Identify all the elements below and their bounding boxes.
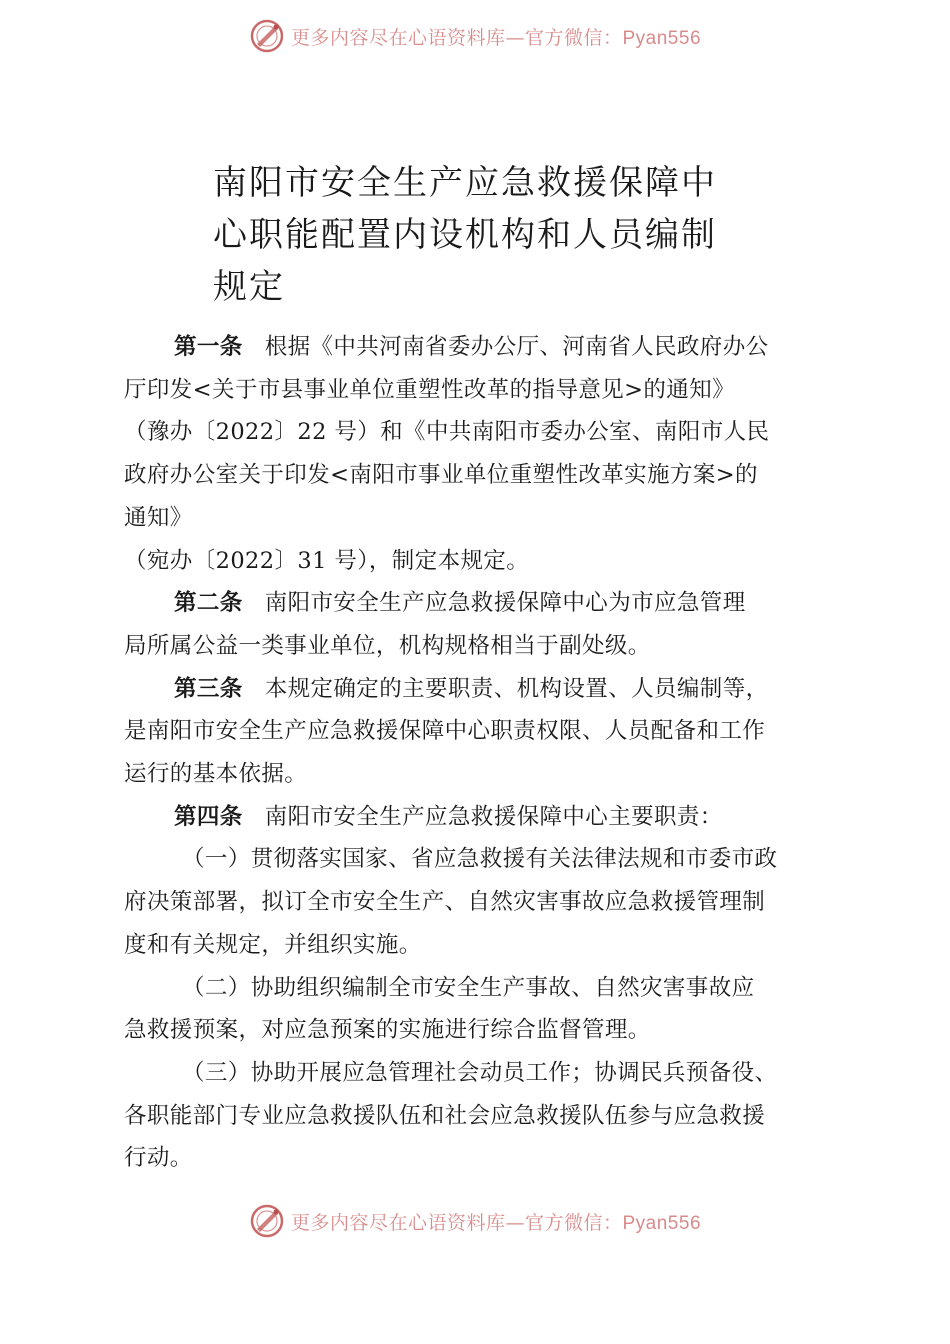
watermark-site: 更多内容尽在心语资料库 (290, 26, 506, 49)
duty-2-line: 急救援预案，对应急预案的实施进行综合监督管理。 (124, 1017, 651, 1044)
duty-1-line: 度和有关规定，并组织实施。 (124, 931, 422, 958)
watermark-separator: — (505, 26, 525, 49)
article-3-heading: 第三条 (174, 675, 243, 702)
watermark-wechat-label: 官方微信： (524, 26, 623, 49)
article-4-line: 第四条 南阳市安全生产应急救援保障中心主要职责： (174, 803, 723, 830)
article-2-line: 局所属公益一类事业单位，机构规格相当于副处级。 (124, 632, 651, 659)
article-3-line: 第三条 本规定确定的主要职责、机构设置、人员编制等， (174, 675, 769, 702)
article-2-line: 第二条 南阳市安全生产应急救援保障中心为市应急管理 (174, 590, 746, 617)
watermark-site: 更多内容尽在心语资料库 (290, 1211, 506, 1234)
seal-logo-icon (249, 18, 285, 54)
watermark-header (0, 16, 950, 56)
title-line: 规定 (213, 267, 285, 307)
document-body (124, 326, 840, 1180)
duty-3-line: 各职能部门专业应急救援队伍和社会应急救援队伍参与应急救援 (124, 1102, 766, 1129)
duty-1-line: 府决策部署，拟订全市安全生产、自然灾害事故应急救援管理制 (124, 889, 766, 916)
article-1-line: 政府办公室关于印发<南阳市事业单位重塑性改革实施方案>的 (124, 462, 758, 489)
document-title (213, 157, 733, 313)
watermark-wechat-id: Pyan556 (622, 27, 702, 49)
article-3-line: 是南阳市安全生产应急救援保障中心职责权限、人员配备和工作 (124, 718, 766, 745)
duty-2-line: （二）协助组织编制全市安全生产事故、自然灾害事故应 (182, 974, 755, 1001)
duty-3-line: 行动。 (124, 1145, 193, 1172)
article-4-heading: 第四条 (174, 803, 243, 830)
article-1-line: （豫办〔2022〕22 号）和《中共南阳市委办公室、南阳市人民 (124, 419, 770, 446)
duty-1-line: （一）贯彻落实国家、省应急救援有关法律法规和市委市政 (182, 846, 778, 873)
article-1-line: 厅印发<关于市县事业单位重塑性改革的指导意见>的通知》 (124, 376, 736, 403)
seal-logo-icon (249, 1203, 285, 1239)
article-1-line: （宛办〔2022〕31 号），制定本规定。 (124, 547, 530, 574)
article-3-line: 运行的基本依据。 (124, 761, 308, 788)
title-line: 心职能配置内设机构和人员编制 (213, 215, 717, 255)
article-1-line: 第一条 根据《中共河南省委办公厅、河南省人民政府办公 (174, 334, 769, 360)
title-line: 南阳市安全生产应急救援保障中 (213, 163, 717, 203)
watermark-wechat-id: Pyan556 (622, 1212, 702, 1234)
watermark-wechat-label: 官方微信： (524, 1211, 623, 1234)
watermark-text (291, 1208, 701, 1235)
article-2-heading: 第二条 (174, 590, 243, 617)
watermark-text (291, 23, 701, 50)
watermark-footer (0, 1201, 950, 1241)
duty-3-line: （三）协助开展应急管理社会动员工作；协调民兵预备役、 (182, 1059, 778, 1086)
article-1-line: 通知》 (124, 504, 193, 531)
article-1-heading: 第一条 (174, 334, 243, 360)
watermark-separator: — (505, 1211, 525, 1234)
